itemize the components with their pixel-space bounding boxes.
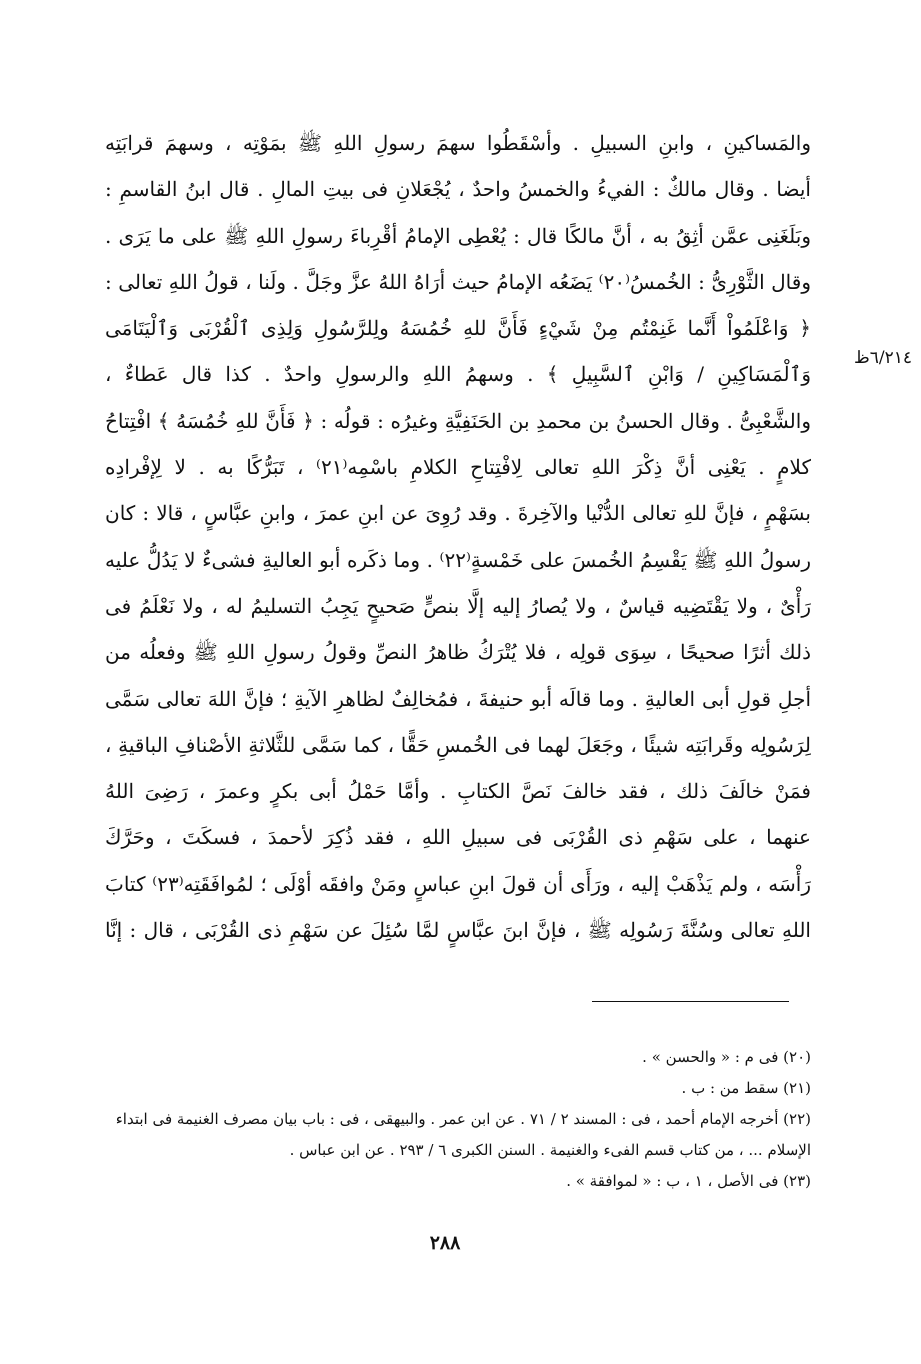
quran-verse-line: ﴿ وَاعْلَمُواْ أَنَّما غَنِمْتُم مِنْ شَيْءٍ فَأَنَّ للهِ خُمُسَهُ ولِلرَّسُولِ وَلِذِى ٱلْقُرْبَى وَٱلْيَتَامَى <box>105 316 811 341</box>
manuscript-folio-reference: ٦/٢١٤ظ <box>854 348 912 368</box>
footnote: (٢١) سقط من : ب . <box>681 1079 811 1097</box>
text-line: رسولُ اللهِ ﷺ يَقْسِمُ الخُمسَ على خَمْسةٍ⁽٢٢⁾ . وما ذكَره أبو العاليةِ فشىءٌ لا يَدُلُّ عليه <box>105 547 811 572</box>
main-text <box>105 120 811 953</box>
text-line: والمَساكينِ ، وابنِ السبيلِ . وأسْقَطُوا سهمَ رسولِ اللهِ ﷺ بمَوْتِه ، وسهمَ قرابَتِه <box>105 131 811 155</box>
footnote: (٢٣) فى الأصل ، ١ ، ب : « لموافقة » . <box>566 1172 811 1190</box>
footnote: (٢٠) فى م : « والحسن » . <box>642 1048 811 1066</box>
footnote: (٢٢) أخرجه الإمام أحمد ، فى : المسند ٢ / ٧١ . عن ابن عمر . والبيهقى ، فى : باب بيان مصرف الغنيمة فى ابتداء <box>115 1110 811 1128</box>
text-line: فمَنْ خالَفَ ذلك ، فقد خالفَ نَصَّ الكتابِ . وأمَّا حَمْلُ أبى بكرٍ وعمرَ ، رَضِىَ اللهُ <box>105 779 811 804</box>
text-line: رَأْسَه ، ولم يَذْهَبْ إليه ، ورَأَى أن قولَ ابنِ عباسٍ ومَنْ وافقَه أوْلَى ؛ لمُوافَقَتِه⁽٢٣⁾ كتابَ <box>105 871 811 896</box>
text-line: وقال الثَّوْرِىُّ : الخُمسُ⁽٢٠⁾ يَضَعُه الإمامُ حيث أرَاهُ اللهُ عزَّ وجَلَّ . ولَنا ، قولُ اللهِ تعالى : <box>105 269 811 294</box>
text-line: ذلك أثرًا صحيحًا ، سِوَى قولِه ، فلا يُتْرَكُ ظاهرُ النصِّ وقولُ رسولِ اللهِ ﷺ وفعلُه من <box>105 640 811 665</box>
footnote-continuation: الإسلام ... ، من كتاب قسم الفىء والغنيمة . السنن الكبرى ٦ / ٢٩٣ . عن ابن عباس . <box>289 1141 811 1159</box>
text-line: بسَهْمٍ ، فإنَّ للهِ تعالى الدُّنْيا والآخِرةَ . وقد رُوِىَ عن ابنِ عمرَ ، وابنِ عبَّاسٍ ، قالا : كان <box>105 501 811 526</box>
text-line: والشَّعْبِىُّ . وقال الحسنُ بن محمدِ بن الحَنَفِيَّةِ وغيرُه : قولُه : ﴿ فَأَنَّ للهِ خُمُسَهُ ﴾ افْتِتاحُ <box>105 408 811 433</box>
quran-verse-line: وَٱلْمَسَاكِينِ / وَابْنِ ٱلسَّبِيلِ ﴾ . وسهمُ اللهِ والرسولِ واحدٌ . كذا قال عَطاءٌ ، <box>105 362 811 387</box>
text-line: أيضا . وقال مالكٌ : الفيءُ والخمسُ واحدٌ ، يُجْعَلانِ فى بيتِ المالِ . قال ابنُ القاسمِ : <box>105 177 811 202</box>
footnotes <box>105 1042 811 1197</box>
text-line: كلامٍ . يَعْنِى أنَّ ذِكْرَ اللهِ تعالى لِافْتِتاحِ الكلامِ باسْمِه⁽٢١⁾ ، تَبَرُّكًا به . لا لِإفْرادِه <box>105 455 811 480</box>
text-line: وبَلَغَنِى عمَّن أثِقُ به ، أنَّ مالكًا قال : يُعْطِى الإمامُ أقْرِباءَ رسولِ اللهِ ﷺ على ما يَرَى . <box>105 223 811 248</box>
text-line: لِرَسُولِه وقَرابَتِه شيئًا ، وجَعَلَ لهما فى الخُمسِ حَقًّا ، كما سَمَّى للثَّلاثةِ الأصْنافِ الباقيةِ ، <box>105 732 811 757</box>
text-line: أجلِ قولِ أبى العاليةِ . وما قالَه أبو حنيفةَ ، فمُخالِفٌ لظاهرِ الآيةِ ؛ فإنَّ اللهَ تعالى سَمَّى <box>105 686 811 711</box>
text-line: عنهما ، على سَهْمِ ذى القُرْبَى فى سبيلِ اللهِ ، فقد ذُكِرَ لأحمدَ ، فسكَتَ ، وحَرَّكَ <box>105 825 811 850</box>
page-number: ٢٨٨ <box>429 1232 461 1254</box>
text-line: اللهِ تعالى وسُنَّةَ رَسُولِه ﷺ ، فإنَّ ابنَ عبَّاسٍ لمَّا سُئِلَ عن سَهْمِ ذى القُرْبَى ، قال : إنَّا <box>105 918 811 943</box>
text-line: رَأْىٌ ، ولا يَقْتَضِيه قياسٌ ، ولا يُصارُ إليه إلَّا بنصٍّ صَحيحٍ يَجِبُ التسليمُ له ، ولا نَعْلَمُ فى <box>105 593 811 618</box>
footnote-separator <box>592 1001 789 1002</box>
